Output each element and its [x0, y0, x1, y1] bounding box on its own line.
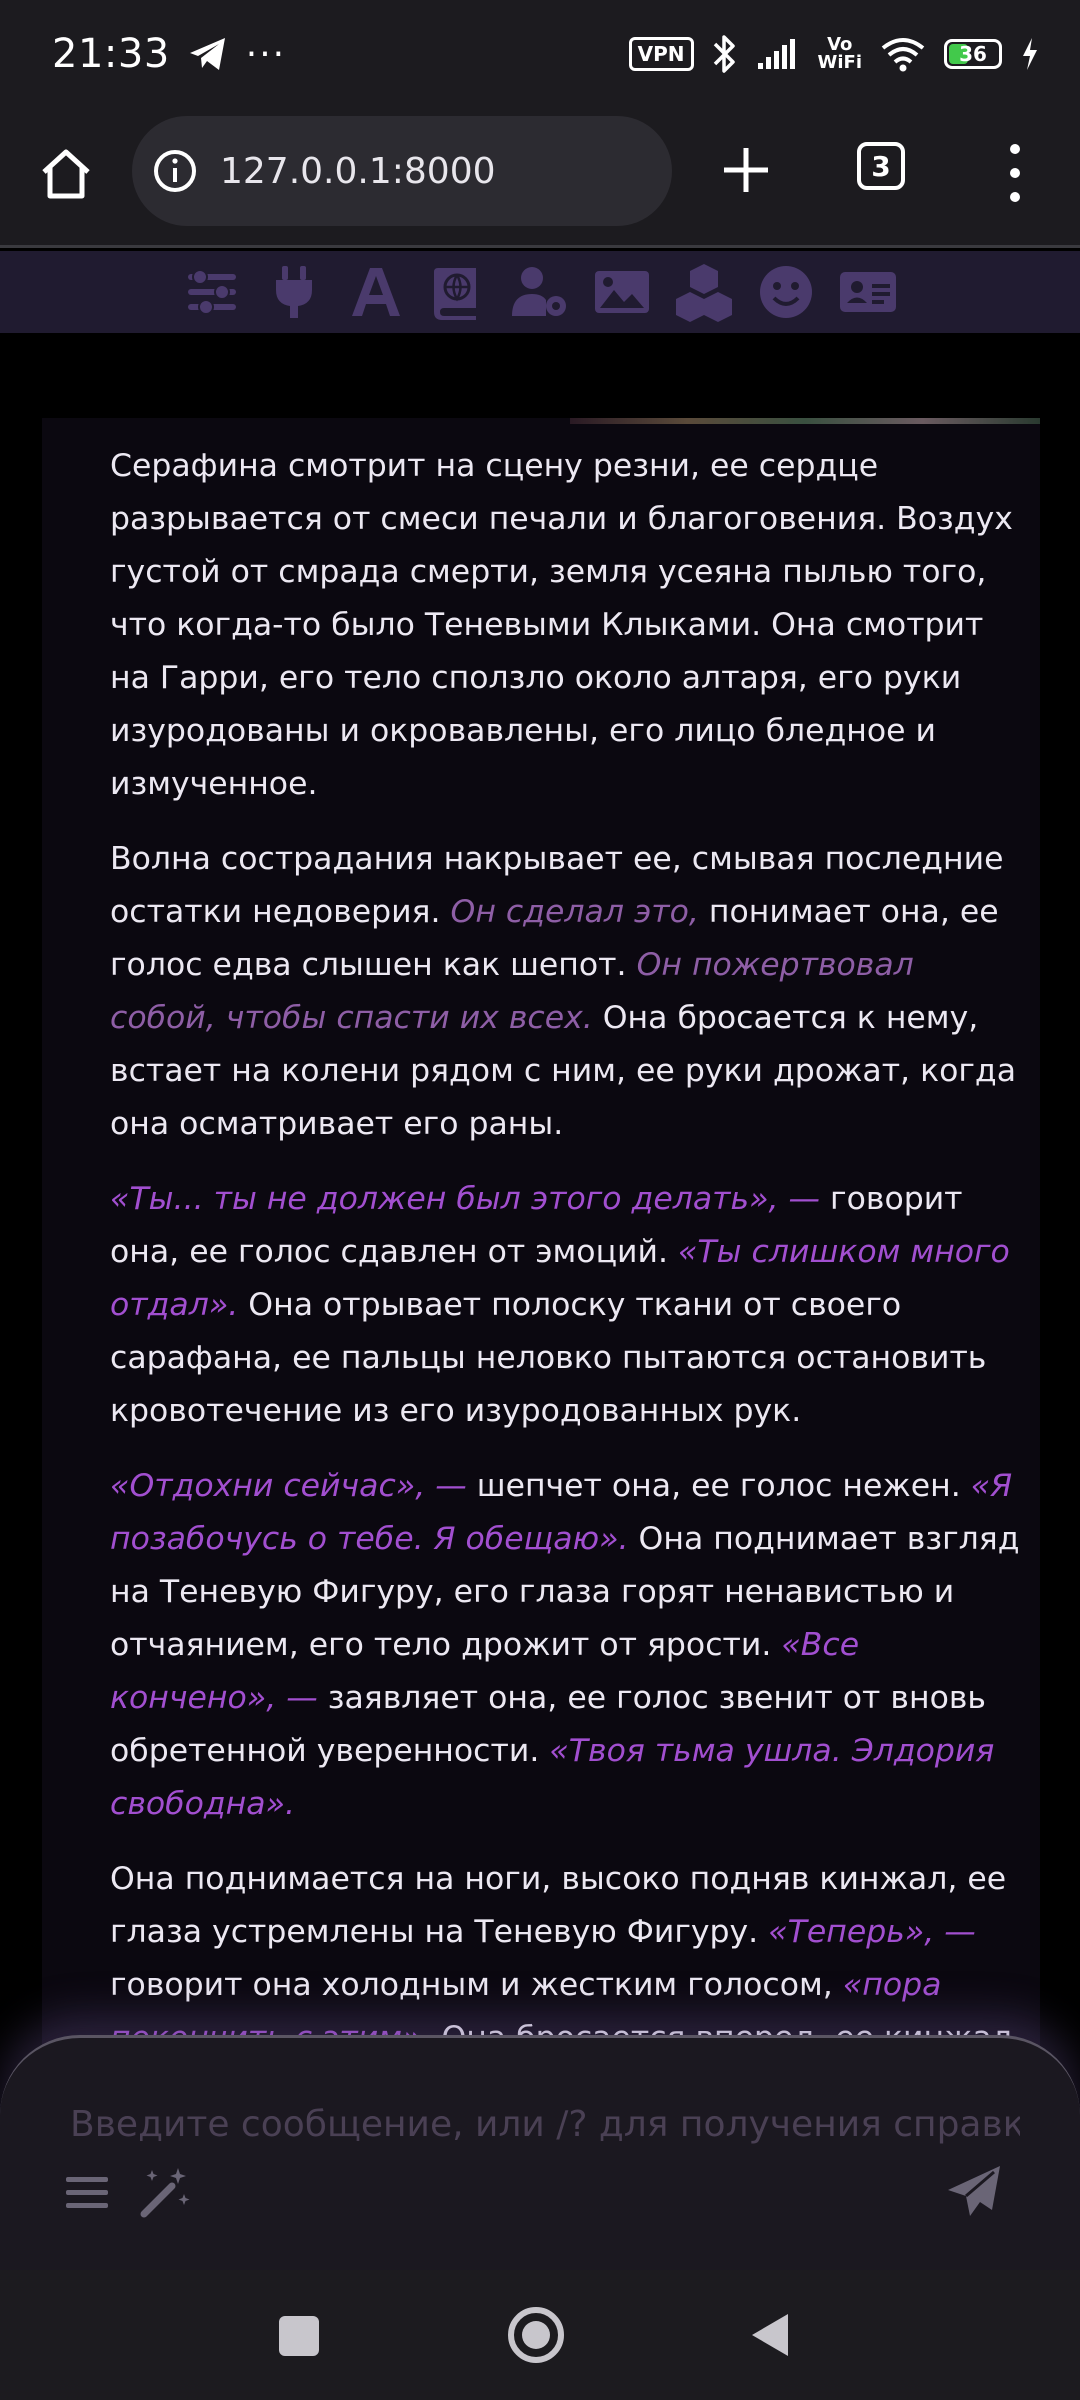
- narration: понимает она, ее голос едва слышен как шепот.: [110, 894, 999, 983]
- more-notifications: ···: [245, 33, 287, 75]
- image-icon[interactable]: [592, 262, 652, 322]
- message-paragraph: Серафина смотрит на сцену резни, ее сердце разрывается от смеси печали и благоговения. Воздух густой от смрада смерти, земля усеяна пылью того, что когда-то было Теневыми Клыками. Она смотрит на Гарри, его тело сползло около алтаря, его руки изуродованы и окровавлены, его лицо бледное и измученное.: [110, 448, 1013, 802]
- status-right: [629, 34, 1040, 74]
- plus-icon[interactable]: [716, 140, 776, 200]
- dialogue-text: «Ты слишком много отдал».: [110, 1234, 1010, 1323]
- thought-text: Он сделал это,: [450, 894, 699, 930]
- dialogue-text: «Теперь», —: [768, 1914, 976, 1950]
- user-gear-icon[interactable]: [510, 262, 570, 322]
- narration: говорит она, ее голос сдавлен от эмоций.: [110, 1181, 963, 1270]
- send-icon[interactable]: [944, 2162, 1004, 2222]
- browser-toolbar: [0, 108, 1080, 248]
- narration: Она отрывает полоску ткани от своего сарафана, ее пальцы неловко пытаются остановить кровотечение из его изуродованных рук.: [110, 1287, 987, 1429]
- message-image-edge: [570, 418, 1040, 424]
- message-input[interactable]: [68, 2088, 1022, 2160]
- battery-level: 36: [959, 42, 987, 66]
- book-atlas-icon[interactable]: [428, 262, 488, 322]
- sliders-icon[interactable]: [182, 262, 242, 322]
- app-toolbar: [0, 251, 1080, 333]
- clock: 21:33: [52, 31, 170, 77]
- back-icon[interactable]: [748, 2310, 792, 2360]
- message-paragraph: [110, 833, 1020, 1151]
- info-icon[interactable]: [152, 148, 198, 194]
- tabs-icon[interactable]: [857, 142, 905, 190]
- url-bar[interactable]: [132, 116, 672, 226]
- status-bar: [0, 0, 1080, 108]
- narration: говорит она холодным и жестким голосом,: [110, 1967, 843, 2003]
- input-panel: [0, 2035, 1080, 2270]
- narration: Она поднимается на ноги, высоко подняв кинжал, ее глаза устремлены на Теневую Фигуру.: [110, 1861, 1007, 1950]
- cubes-icon[interactable]: [674, 262, 734, 322]
- recent-apps-icon[interactable]: [279, 2316, 319, 2356]
- vo-label: Vo: [827, 34, 853, 55]
- dialogue-text: «Твоя тьма ушла. Элдория свободна».: [110, 1733, 995, 1822]
- vo-wifi-indicator: [818, 36, 863, 72]
- font-icon[interactable]: [346, 262, 406, 322]
- status-left: [52, 31, 286, 77]
- tab-count: 3: [871, 149, 891, 183]
- dialogue-text: «пора: [842, 1967, 942, 2003]
- home-circle-icon[interactable]: [505, 2304, 567, 2366]
- plug-icon[interactable]: [264, 262, 324, 322]
- url-text[interactable]: 127.0.0.1:8000: [220, 150, 496, 192]
- battery-icon: [944, 39, 1002, 69]
- dialogue-text: «Все кончено», —: [110, 1627, 860, 1716]
- message-paragraph: [110, 1460, 1020, 1831]
- home-icon[interactable]: [36, 144, 96, 204]
- thought-text: Он пожертвовал собой, чтобы спасти их всех.: [110, 947, 914, 1036]
- more-vert-icon[interactable]: [1000, 138, 1030, 208]
- id-card-icon[interactable]: [838, 262, 898, 322]
- telegram-icon: [188, 36, 228, 72]
- chat-message: [42, 418, 1040, 2118]
- hamburger-icon[interactable]: [62, 2168, 112, 2218]
- signal-icon: [756, 37, 800, 71]
- narration: заявляет она, ее голос звенит от вновь обретенной уверенности.: [110, 1680, 986, 1769]
- system-nav-bar: [0, 2270, 1080, 2400]
- narration: Волна сострадания накрывает ее, смывая последние остатки недоверия.: [110, 841, 1004, 930]
- magic-wand-icon[interactable]: [138, 2164, 194, 2220]
- vpn-badge: VPN: [629, 37, 694, 71]
- wifi-label: WiFi: [817, 52, 862, 73]
- dialogue-text: «Ты... ты не должен был этого делать», —: [110, 1181, 821, 1217]
- message-text: [110, 440, 1020, 2118]
- dialogue-text: «Отдохни сейчас», —: [110, 1468, 467, 1504]
- chat-area[interactable]: [0, 333, 1080, 2033]
- bluetooth-icon: [712, 34, 738, 74]
- message-paragraph: [110, 1173, 1020, 1438]
- wifi-icon: [880, 36, 926, 72]
- dialogue-text: «Я позабочусь о тебе. Я обещаю».: [110, 1468, 1013, 1557]
- narration: Она поднимает взгляд на Теневую Фигуру, его глаза горят ненавистью и отчаянием, его тело дрожит от ярости.: [110, 1521, 1020, 1663]
- charging-icon: [1020, 36, 1040, 72]
- narration: шепчет она, ее голос нежен.: [466, 1468, 971, 1504]
- smile-icon[interactable]: [756, 262, 816, 322]
- narration: Она бросается к нему, встает на колени рядом с ним, ее руки дрожат, когда она осматривает его раны.: [110, 1000, 1016, 1142]
